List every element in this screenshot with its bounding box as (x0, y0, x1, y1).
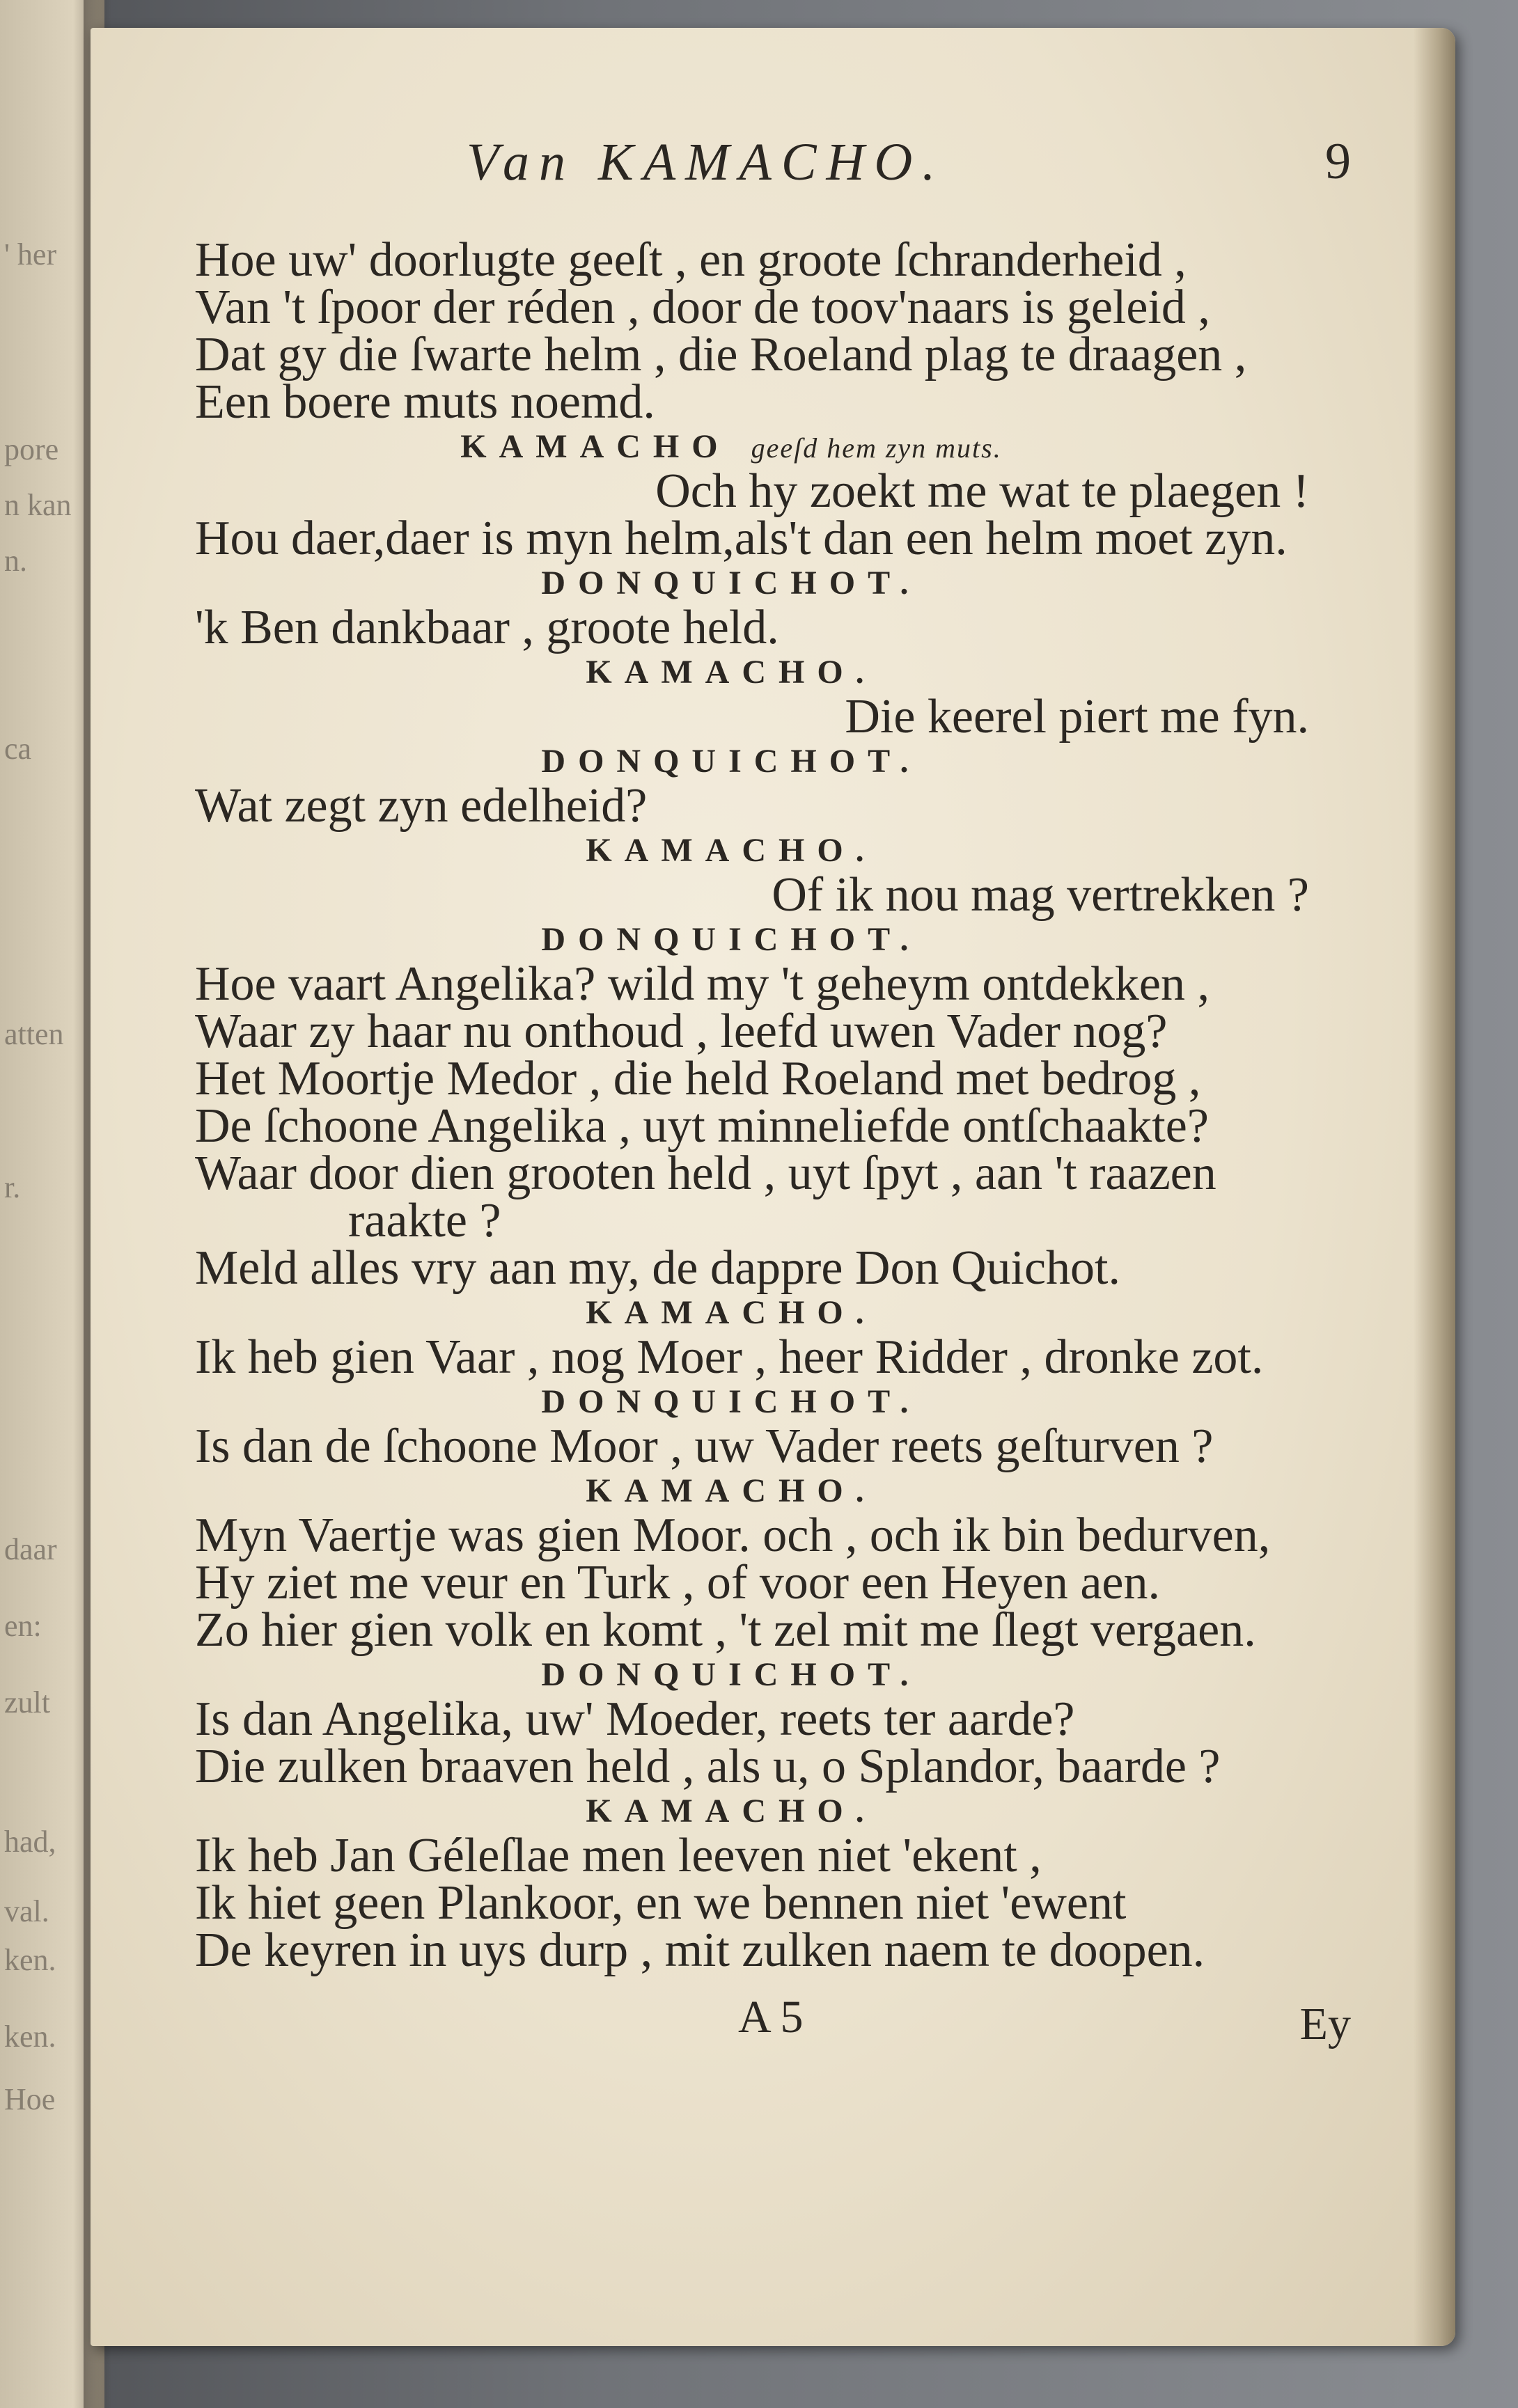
speaker-label: KAMACHO. (586, 1793, 877, 1829)
stage-direction: geeſd hem zyn muts. (751, 432, 1002, 464)
speaker-name (111, 1791, 1351, 1832)
verse-line: Die zulken braaven held , als u, o Splandor, baarde ? (195, 1740, 1221, 1793)
verse-line: Is dan Angelika, uw' Moeder, reets ter aarde? (195, 1692, 1075, 1746)
verse-line: Hou daer,daer is myn helm,als't dan een helm moet zyn. (195, 512, 1288, 565)
speaker-label: KAMACHO. (586, 1294, 877, 1331)
left-page-fragment: val. (4, 1894, 49, 1928)
verse-line: Hoe vaart Angelika? wild my 't geheym ontdekken , (195, 957, 1210, 1011)
speaker-label: DONQUICHOT. (541, 565, 921, 601)
left-page-fragment: pore (4, 432, 59, 466)
speaker-label: KAMACHO. (586, 654, 877, 691)
left-page-fragment: zult (4, 1685, 50, 1720)
verse-continuation: raakte ? (348, 1194, 501, 1248)
printer-signature: A 5 (738, 1992, 804, 2043)
running-title: Van KAMACHO. (467, 133, 946, 191)
speaker-label: KAMACHO (460, 428, 730, 465)
verse-line: Dat gy die ſwarte helm , die Roeland plag te draagen , (195, 328, 1247, 381)
speaker-label: KAMACHO. (586, 832, 877, 869)
speaker-name (111, 652, 1351, 693)
speaker-name (111, 1470, 1351, 1512)
speaker-name (111, 1292, 1351, 1334)
left-page-fragment: ken. (4, 2020, 56, 2054)
verse-line: Ik heb Jan Géleſlae men leeven niet 'ekent , (195, 1829, 1042, 1882)
speaker-name (111, 426, 1351, 468)
verse-line: Een boere muts noemd. (195, 375, 655, 429)
page-footer (111, 1991, 1351, 2075)
verse-line: Die keerel piert me fyn. (845, 690, 1309, 743)
catchword: Ey (1299, 1999, 1351, 2049)
left-page-fragment: ' her (4, 237, 57, 272)
book-page (91, 28, 1455, 2346)
verse-line: Hy ziet me veur en Turk , of voor een Heyen aen. (195, 1556, 1160, 1610)
verse-line: Meld alles vry aan my, de dappre Don Quichot. (195, 1241, 1120, 1295)
verse-line: Is dan de ſchoone Moor , uw Vader reets geſturven ? (195, 1419, 1214, 1473)
left-page-fragment: ca (4, 732, 32, 766)
page-number: 9 (1325, 133, 1351, 190)
page-header (111, 132, 1351, 237)
left-page-fragment: ken. (4, 1943, 56, 1977)
left-page-fragment: Hoe (4, 2082, 56, 2116)
verse-line: Zo hier gien volk en komt , 't zel mit me ſlegt vergaen. (195, 1603, 1256, 1657)
text-body (111, 233, 1351, 1977)
speaker-name (111, 1654, 1351, 1696)
left-page-fragment: r. (4, 1170, 21, 1204)
left-page-fragment: en: (4, 1609, 42, 1643)
page-edge (1414, 28, 1455, 2346)
left-page-fragment: atten (4, 1017, 64, 1051)
speaker-label: DONQUICHOT. (541, 743, 921, 780)
verse-line: Waar zy haar nu onthoud , leefd uwen Vader nog? (195, 1005, 1168, 1058)
verse-line: Of ik nou mag vertrekken ? (772, 868, 1309, 922)
speaker-name (111, 1381, 1351, 1423)
speaker-name (111, 741, 1351, 782)
left-page-fragment: n kan (4, 488, 72, 522)
verse-line: Ik hiet geen Plankoor, en we bennen niet 'ewent (195, 1876, 1127, 1930)
verse-line: Myn Vaertje was gien Moor. och , och ik bin bedurven, (195, 1509, 1271, 1562)
verse-line: Van 't ſpoor der réden , door de toov'naars is geleid , (195, 281, 1210, 334)
speaker-name (111, 919, 1351, 961)
verse-line: De ſchoone Angelika , uyt minneliefde ontſchaakte? (195, 1099, 1209, 1153)
speaker-name (111, 562, 1351, 604)
left-page-fragment: had, (4, 1825, 56, 1859)
verse-line: Ik heb gien Vaar , nog Moer , heer Ridder , dronke zot. (195, 1330, 1264, 1384)
verse-line: De keyren in uys durp , mit zulken naem te doopen. (195, 1923, 1205, 1977)
verse-line: Wat zegt zyn edelheid? (195, 779, 648, 833)
speaker-label: DONQUICHOT. (541, 921, 921, 958)
speaker-name (111, 830, 1351, 872)
speaker-label: DONQUICHOT. (541, 1383, 921, 1420)
verse-line: 'k Ben dankbaar , groote held. (195, 601, 779, 654)
verse-line: Hoe uw' doorlugte geeſt , en groote ſchranderheid , (195, 233, 1187, 287)
verse-line: Het Moortje Medor , die held Roeland met bedrog , (195, 1052, 1201, 1105)
verse-line: Waar door dien grooten held , uyt ſpyt , aan 't raazen (195, 1147, 1216, 1200)
left-page-fragment: n. (4, 544, 27, 578)
speaker-label: DONQUICHOT. (541, 1656, 921, 1693)
speaker-label: KAMACHO. (586, 1472, 877, 1509)
page-content (111, 132, 1351, 2075)
verse-line: Och hy zoekt me wat te plaegen ! (655, 464, 1309, 518)
left-page-fragment: daar (4, 1532, 57, 1566)
